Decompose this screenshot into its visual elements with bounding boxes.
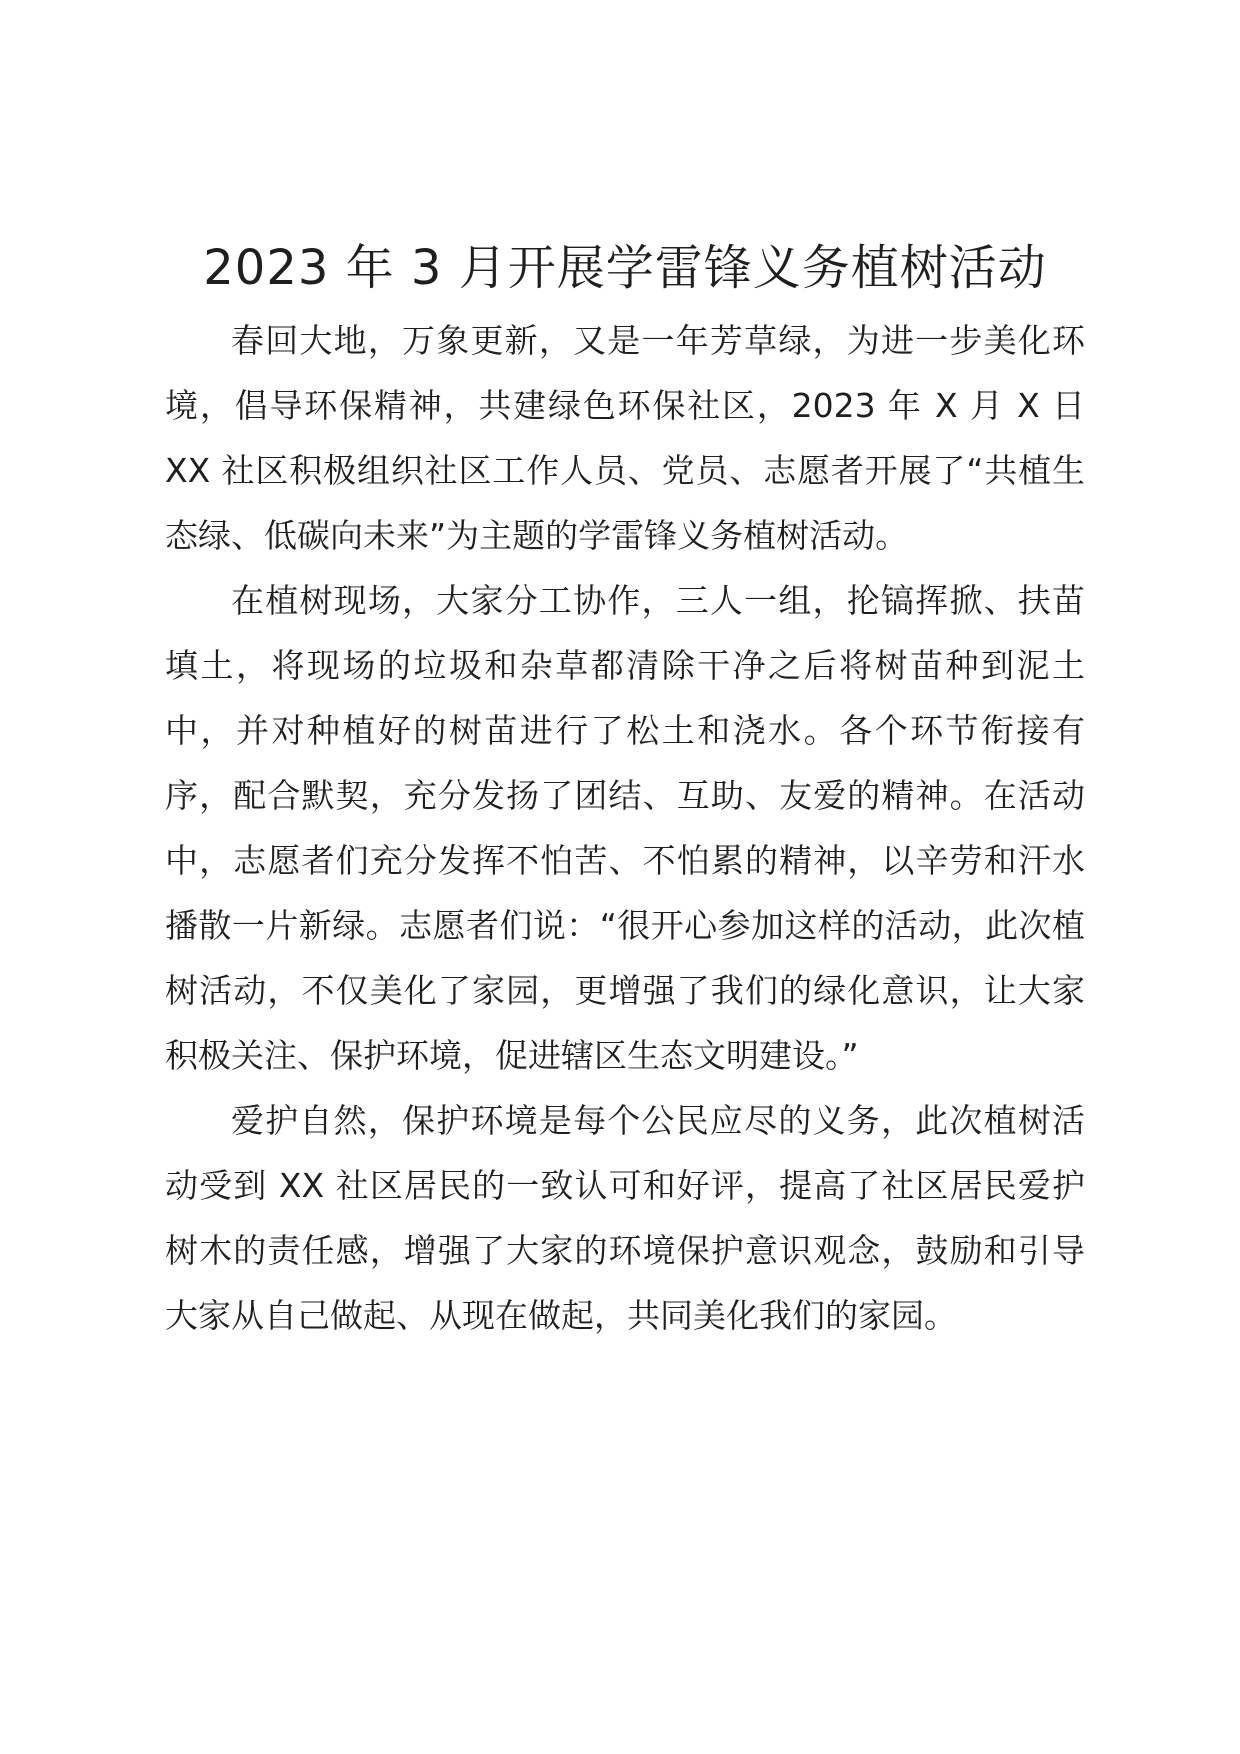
paragraph-intro: 春回大地，万象更新，又是一年芳草绿，为进一步美化环境，倡导环保精神，共建绿色环保社区，2023 年 X 月 X 日 XX 社区积极组织社区工作人员、党员、志愿者开展了“共植生态绿、低碳向未来”为主题的学雷锋义务植树活动。 [165,321,1085,555]
document-title: 2023 年 3 月开展学雷锋义务植树活动 [203,240,1047,296]
paragraph-activity: 在植树现场，大家分工协作，三人一组，抡镐挥掀、扶苗填土，将现场的垃圾和杂草都清除干净之后将树苗种到泥土中，并对种植好的树苗进行了松土和浇水。各个环节衔接有序，配合默契，充分发扬了团结、互助、友爱的精神。在活动中，志愿者们充分发挥不怕苦、不怕累的精神，以辛劳和汗水播散一片新绿。志愿者们说：“很开心参加这样的活动，此次植树活动，不仅美化了家园，更增强了我们的绿化意识，让大家积极关注、保护环境，促进辖区生态文明建设。” [165,581,1085,1075]
paragraph-conclusion: 爱护自然，保护环境是每个公民应尽的义务，此次植树活动受到 XX 社区居民的一致认可和好评，提高了社区居民爱护树木的责任感，增强了大家的环境保护意识观念，鼓励和引导大家从自己做起、从现在做起，共同美化我们的家园。 [165,1101,1085,1335]
document-page [165,240,1085,1348]
